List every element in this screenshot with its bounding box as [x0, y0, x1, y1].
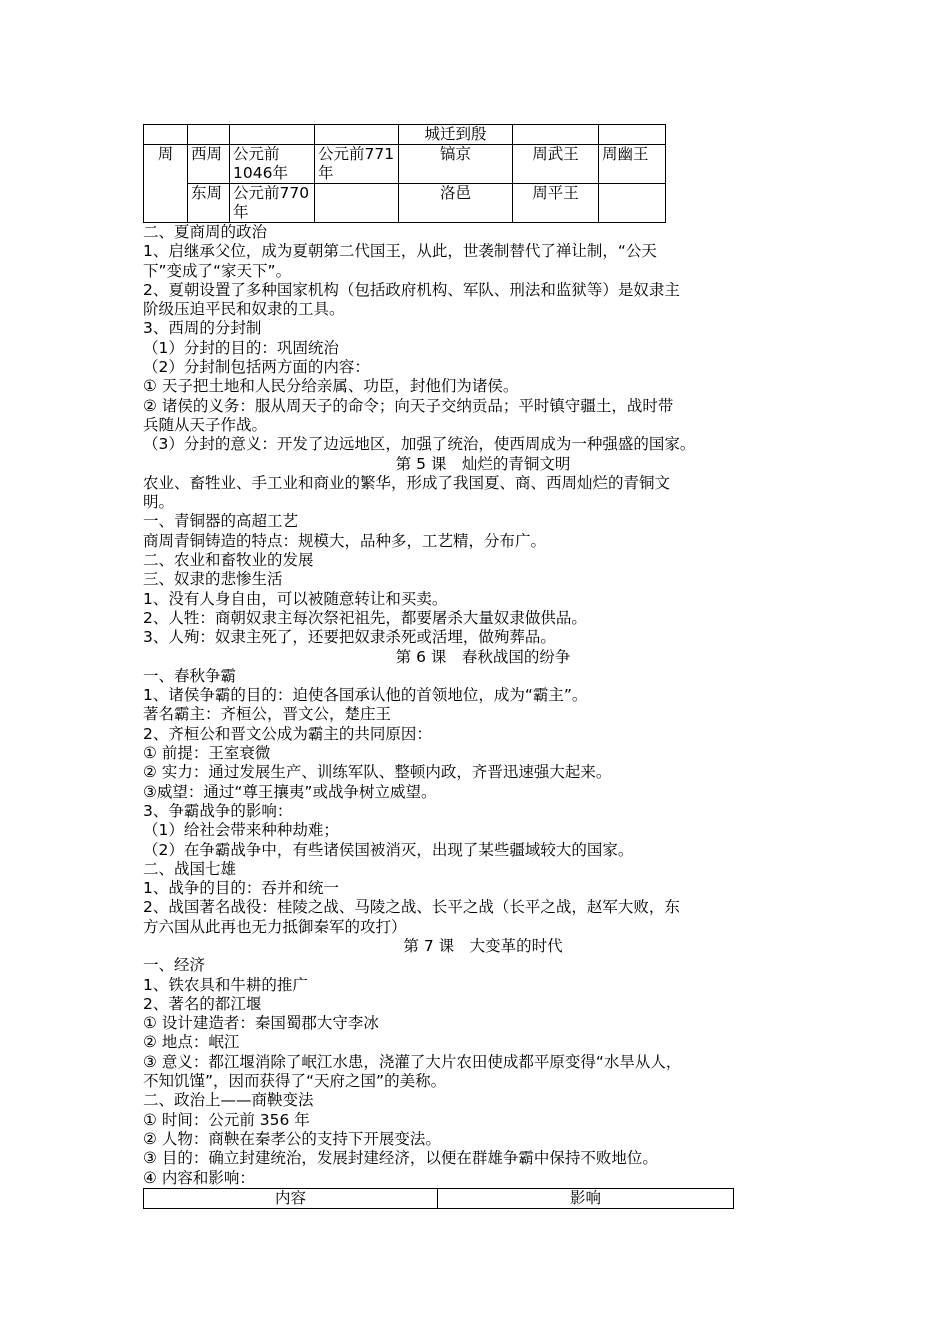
- table-cell: 公元前1046年: [230, 145, 315, 184]
- table-cell: [513, 125, 599, 145]
- document-page: [143, 124, 823, 1209]
- document-body: [143, 223, 823, 1188]
- text-line: 商周青铜铸造的特点：规模大，品种多，工艺精，分布广。: [143, 531, 547, 550]
- table-cell: [599, 125, 666, 145]
- text-line: ③ 意义：都江堰消除了岷江水患，浇灌了大片农田使成都平原变得“水旱从人，: [143, 1052, 682, 1071]
- lesson-heading: 第 7 课 大变革的时代: [403, 936, 563, 955]
- text-line: （1）分封的目的：巩固统治: [143, 338, 339, 357]
- text-line: 1、没有人身自由，可以被随意转让和买卖。: [143, 589, 448, 608]
- text-line: 1、启继承父位，成为夏朝第二代国王，从此，世袭制替代了禅让制，“公天: [143, 242, 657, 261]
- table-cell: [188, 125, 230, 145]
- text-line: 下”变成了“家天下”。: [143, 261, 292, 280]
- table-cell: [599, 184, 666, 223]
- text-line: 不知饥馑”，因而获得了“天府之国”的美称。: [143, 1072, 447, 1091]
- table-cell: [144, 125, 188, 145]
- table-row: [144, 125, 666, 145]
- text-line: ① 前提：王室衰微: [143, 744, 271, 763]
- table-cell: 西周: [188, 145, 230, 184]
- table-header-impact: 影响: [438, 1188, 734, 1208]
- reform-table: [143, 1188, 734, 1209]
- text-line: 二、农业和畜牧业的发展: [143, 551, 314, 570]
- table-cell: 公元前770年: [230, 184, 315, 223]
- text-line: （2）在争霸战争中，有些诸侯国被消灭，出现了某些疆域较大的国家。: [143, 840, 634, 859]
- text-line: 1、战争的目的：吞并和统一: [143, 879, 339, 898]
- text-line: ④ 内容和影响：: [143, 1168, 255, 1187]
- table-cell: [230, 125, 315, 145]
- table-cell: 镐京: [399, 145, 513, 184]
- lesson-heading: 第 6 课 春秋战国的纷争: [395, 647, 571, 666]
- text-line: 2、齐桓公和晋文公成为霸主的共同原因：: [143, 724, 432, 743]
- table-cell: 周幽王: [599, 145, 666, 184]
- table-header-content: 内容: [144, 1188, 438, 1208]
- lesson-heading: 第 5 课 灿烂的青铜文明: [395, 454, 571, 473]
- dynasty-table: [143, 124, 666, 223]
- text-line: ① 时间：公元前 356 年: [143, 1110, 310, 1129]
- text-line: 2、夏朝设置了多种国家机构（包括政府机构、军队、刑法和监狱等）是奴隶主: [143, 280, 680, 299]
- text-line: 方六国从此再也无力抵御秦军的攻打）: [143, 917, 407, 936]
- text-line: 3、人殉：奴隶主死了，还要把奴隶杀死或活埋，做殉葬品。: [143, 628, 556, 647]
- text-line: （3）分封的意义：开发了边远地区，加强了统治，使西周成为一种强盛的国家。: [143, 435, 696, 454]
- table-cell: 周武王: [513, 145, 599, 184]
- text-line: ① 设计建造者：秦国蜀郡大守李冰: [143, 1014, 379, 1033]
- text-line: 3、西周的分封制: [143, 319, 262, 338]
- text-line: 著名霸主：齐桓公，晋文公，楚庄王: [143, 705, 392, 724]
- text-line: 阶级压迫平民和奴隶的工具。: [143, 300, 345, 319]
- text-line: 二、政治上——商鞅变法: [143, 1091, 314, 1110]
- table-cell: 洛邑: [399, 184, 513, 223]
- table-cell: 周: [144, 145, 188, 223]
- text-line: 2、战国著名战役：桂陵之战、马陵之战、长平之战（长平之战，赵军大败，东: [143, 898, 680, 917]
- text-line: 二、战国七雄: [143, 859, 237, 878]
- text-line: 2、著名的都江堰: [143, 994, 262, 1013]
- text-line: 1、诸侯争霸的目的：迫使各国承认他的首领地位，成为“霸主”。: [143, 686, 588, 705]
- text-line: 农业、畜牲业、手工业和商业的繁华，形成了我国夏、商、西周灿烂的青铜文: [143, 473, 671, 492]
- text-line: ② 人物：商鞅在秦孝公的支持下开展变法。: [143, 1129, 441, 1148]
- table-cell: 周平王: [513, 184, 599, 223]
- text-line: ② 实力：通过发展生产、训练军队、整顿内政，齐晋迅速强大起来。: [143, 763, 612, 782]
- text-line: 2、人牲：商朝奴隶主每次祭祀祖先，都要屠杀大量奴隶做供品。: [143, 608, 587, 627]
- text-line: ② 诸侯的义务：服从周天子的命令；向天子交纳贡品；平时镇守疆土，战时带: [143, 396, 674, 415]
- text-line: 二、夏商周的政治: [143, 223, 268, 241]
- text-line: 1、铁农具和牛耕的推广: [143, 975, 308, 994]
- text-line: 明。: [143, 493, 175, 512]
- text-line: 3、争霸战争的影响：: [143, 801, 293, 820]
- text-line: 兵随从天子作战。: [143, 415, 268, 434]
- text-line: 三、奴隶的悲惨生活: [143, 570, 283, 589]
- text-line: ② 地点：岷江: [143, 1033, 240, 1052]
- text-line: ③ 目的：确立封建统治，发展封建经济，以便在群雄争霸中保持不败地位。: [143, 1149, 658, 1168]
- text-line: 一、青铜器的高超工艺: [143, 512, 299, 531]
- text-line: ① 天子把土地和人民分给亲属、功臣，封他们为诸侯。: [143, 377, 519, 396]
- table-cell: 公元前771年: [315, 145, 399, 184]
- table-row: [144, 145, 666, 184]
- table-cell: [315, 125, 399, 145]
- table-row: [144, 184, 666, 223]
- table-cell: 城迁到殷: [399, 125, 513, 145]
- text-line: 一、春秋争霸: [143, 666, 237, 685]
- text-line: （2）分封制包括两方面的内容：: [143, 358, 370, 377]
- text-line: 一、经济: [143, 956, 206, 975]
- table-row: [144, 1188, 734, 1208]
- table-cell: [315, 184, 399, 223]
- table-cell: 东周: [188, 184, 230, 223]
- text-line: ③威望：通过“尊王攘夷”或战争树立威望。: [143, 782, 437, 801]
- text-line: （1）给社会带来种种劫难；: [143, 821, 339, 840]
